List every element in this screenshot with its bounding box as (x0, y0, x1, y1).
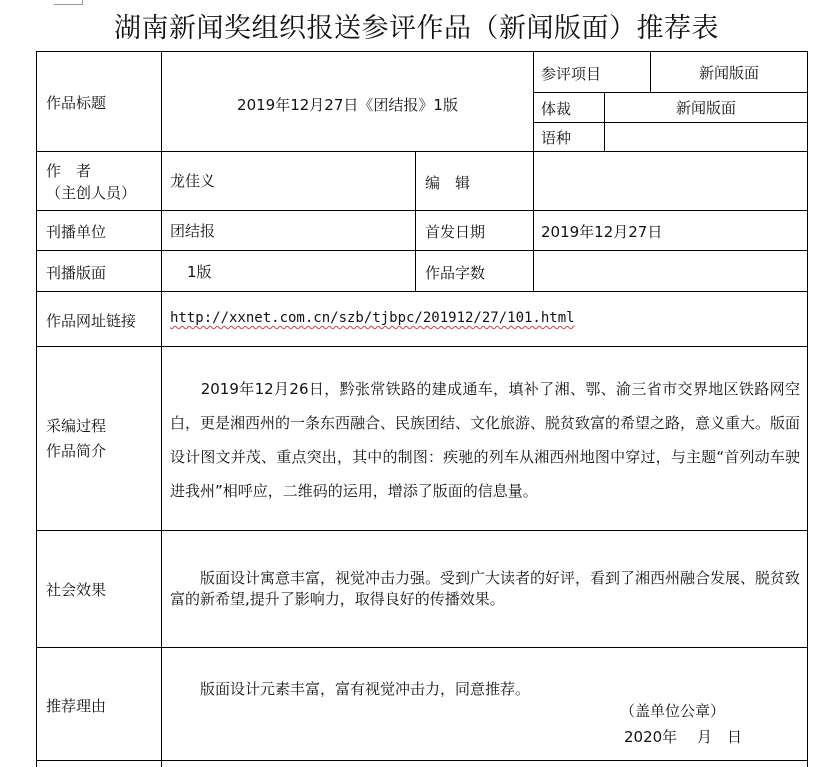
author-value: 龙佳义 (170, 172, 216, 190)
document-title: 湖南新闻奖组织报送参评作品（新闻版面）推荐表 (114, 13, 719, 44)
process-label-sub: 作品简介 (46, 442, 107, 460)
author-label-sub: （主创人员） (46, 184, 137, 202)
recommend-label: 推荐理由 (46, 697, 107, 715)
page-corner-mark-left (54, 0, 83, 5)
social-effect-text: 版面设计寓意丰富，视觉冲击力强。受到广大读者的好评，看到了湘西州融合发展、脱贫致富的新希望,提升了影响力，取得良好的传播效果。 (170, 569, 801, 608)
author-label: 作 者 (46, 162, 92, 180)
sign-date: 2020年 月 日 (624, 728, 742, 746)
page-value: 1版 (187, 263, 212, 281)
work-title-value: 2019年12月27日《团结报》1版 (237, 96, 458, 114)
publisher-label: 刊播单位 (46, 223, 107, 241)
publisher-value: 团结报 (170, 222, 216, 240)
page-label: 刊播版面 (46, 264, 107, 282)
category-label: 参评项目 (541, 65, 602, 83)
word-count-label: 作品字数 (425, 264, 486, 282)
editor-label: 编 辑 (425, 174, 471, 192)
seal-note: （盖单位公章） (620, 702, 726, 720)
url-label: 作品网址链接 (46, 312, 137, 330)
process-description: 2019年12月26日，黔张常铁路的建成通车，填补了湘、鄂、渝三省市交界地区铁路网空白，更是湘西州的一条东西融合、民族团结、文化旅游、脱贫致富的希望之路，意义重大。版面设计图文并茂、重点突出，其中的制图：疾驰的列车从湘西州地图中穿过，与主题“首列动车驶进我州”相呼应，二维码的运用，增添了版面的信息量。 (170, 380, 801, 500)
process-label: 采编过程 (46, 417, 107, 435)
language-label: 语种 (541, 129, 572, 147)
first-date-label: 首发日期 (425, 223, 486, 241)
work-url-link[interactable]: http://xxnet.com.cn/szb/tjbpc/201912/27/101.html (170, 310, 575, 326)
genre-label: 体裁 (541, 100, 572, 118)
recommend-reason-text: 版面设计元素丰富，富有视觉冲击力，同意推荐。 (170, 680, 531, 698)
first-date-value: 2019年12月27日 (541, 223, 663, 241)
work-title-label: 作品标题 (46, 94, 107, 112)
category-value: 新闻版面 (698, 64, 759, 82)
genre-value: 新闻版面 (675, 99, 736, 117)
social-effect-label: 社会效果 (46, 581, 107, 599)
